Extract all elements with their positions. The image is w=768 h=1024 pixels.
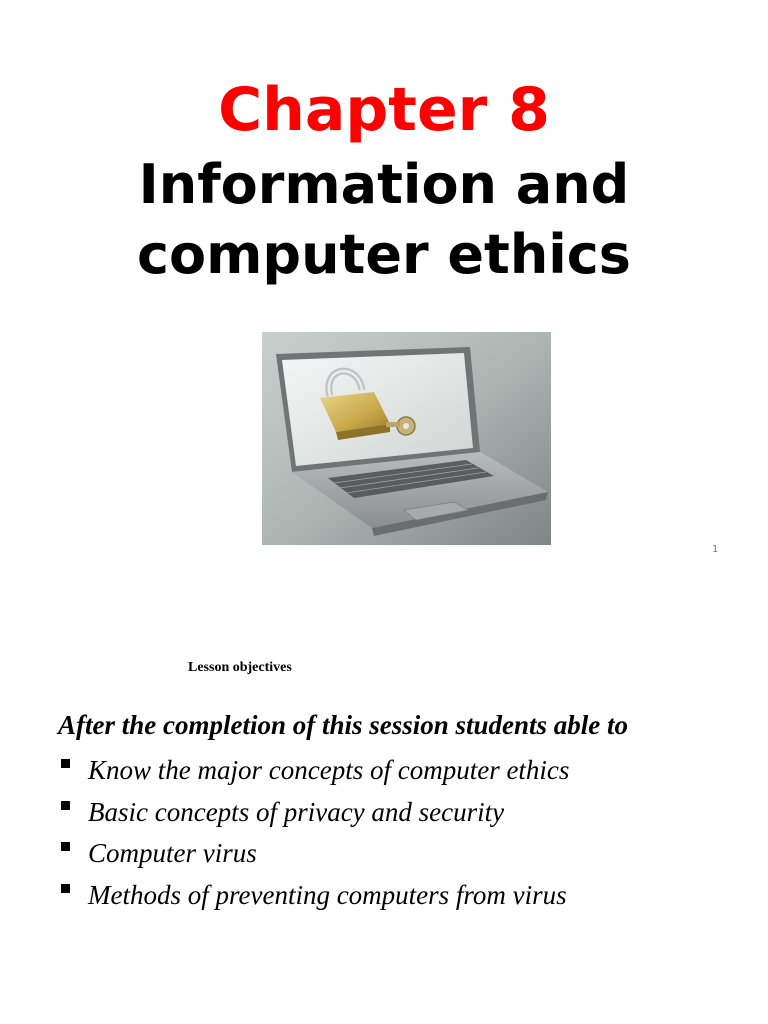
square-bullet-icon xyxy=(61,759,70,768)
square-bullet-icon xyxy=(61,884,70,893)
objective-text: Know the major concepts of computer ethics xyxy=(88,755,570,785)
page-number: 1 xyxy=(712,544,719,555)
chapter-subtitle xyxy=(0,150,768,290)
lesson-lead-text: After the completion of this session students able to xyxy=(58,710,629,740)
objective-text: Methods of preventing computers from virus xyxy=(88,879,567,910)
square-bullet-icon xyxy=(61,801,70,810)
chapter-title: Chapter 8 xyxy=(218,75,550,145)
objective-text: Basic concepts of privacy and security xyxy=(88,796,505,827)
square-bullet-icon xyxy=(61,842,70,851)
subtitle-line-1: Information and xyxy=(138,153,630,216)
subtitle-line-2: computer ethics xyxy=(137,223,631,286)
objective-text: Computer virus xyxy=(88,838,257,868)
laptop-padlock-image xyxy=(262,332,551,545)
lesson-objectives-heading: Lesson objectives xyxy=(188,660,292,675)
